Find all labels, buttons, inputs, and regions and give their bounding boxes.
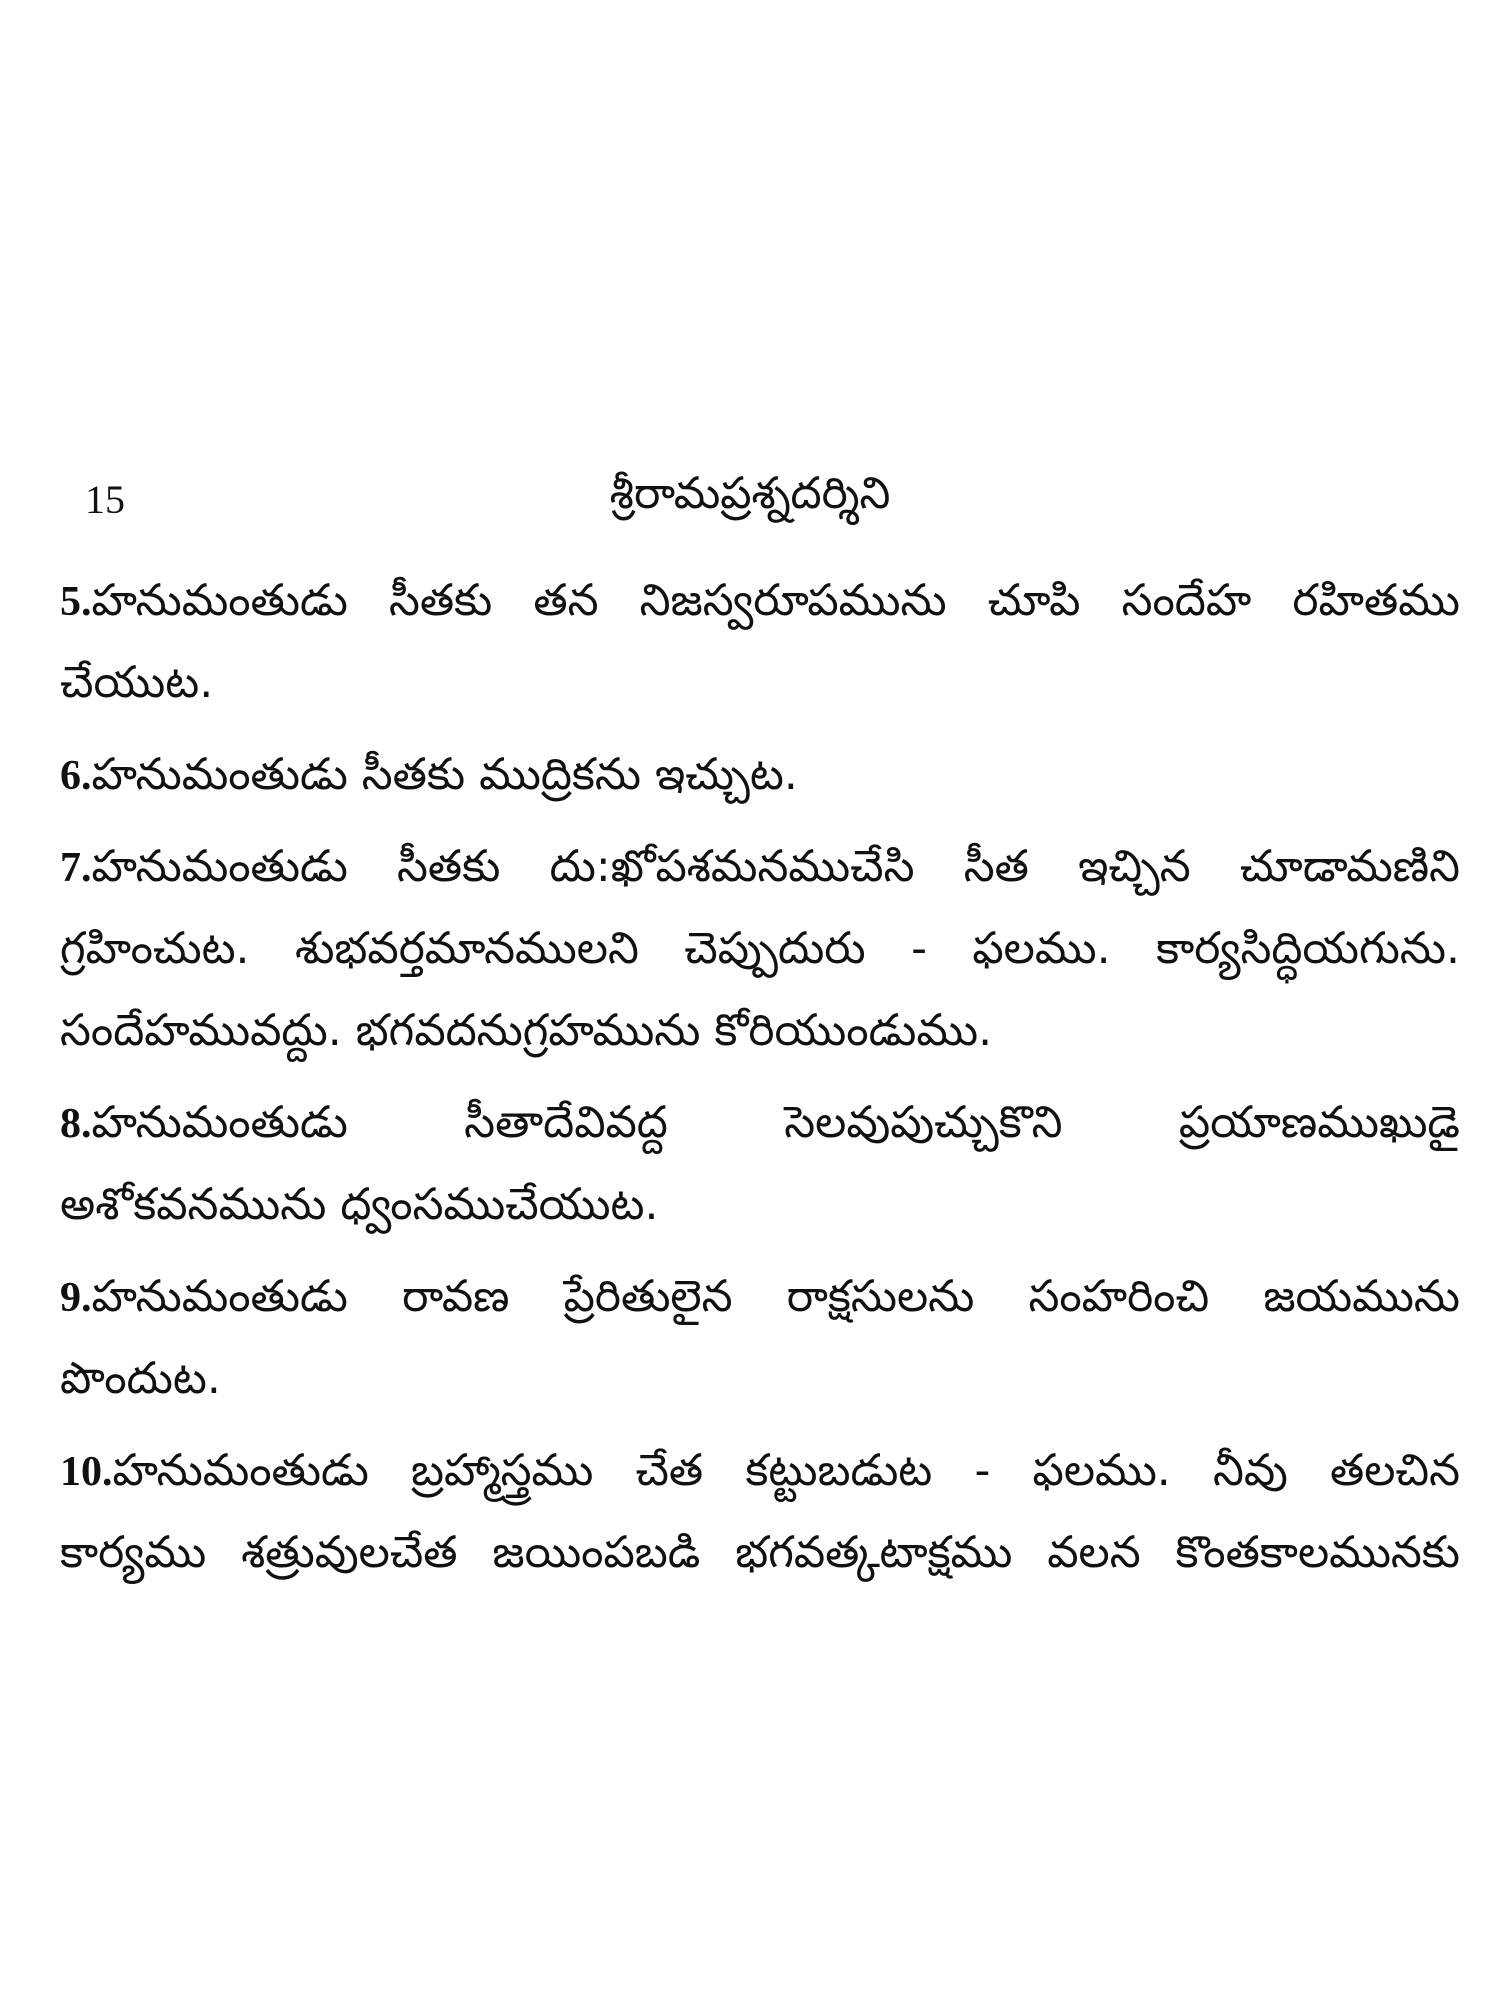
- item-text: హనుమంతుడు సీతకు తన నిజస్వరూపమును చూపి సందేహ రహితము: [91, 575, 1460, 626]
- list-item: [60, 1430, 1460, 1594]
- text-line: [60, 1082, 1460, 1164]
- item-text: హనుమంతుడు సీతాదేవివద్ద సెలవుపుచ్చుకొని ప్రయాణముఖుడై: [91, 1097, 1460, 1148]
- list-item: [60, 1256, 1460, 1420]
- item-number: 7.: [60, 845, 92, 891]
- item-text: హనుమంతుడు రావణ ప్రేరితులైన రాక్షసులను సంహరించి జయమును: [91, 1271, 1460, 1322]
- text-line: [60, 560, 1460, 642]
- page-body: [60, 560, 1460, 1604]
- list-item: [60, 734, 1460, 816]
- text-line: [60, 1430, 1460, 1512]
- item-number: 5.: [60, 579, 92, 625]
- item-number: 6.: [60, 753, 92, 799]
- text-line: చేయుట.: [60, 657, 214, 708]
- text-line: [60, 734, 1460, 816]
- page-title: శ్రీరామప్రశ్నదర్శిని: [609, 468, 891, 519]
- item-text: హనుమంతుడు బ్రహ్మాస్త్రము చేత కట్టుబడుట - ఫలము. నీవు తలచిన: [112, 1445, 1460, 1496]
- item-text: హనుమంతుడు సీతకు దు:ఖోపశమనముచేసి సీత ఇచ్చిన చూడామణిని: [91, 841, 1460, 892]
- text-line: గ్రహించుట. శుభవర్తమానములని చెప్పుదురు - ఫలము. కార్యసిద్ధియగును.: [60, 923, 1460, 974]
- list-item: [60, 560, 1460, 724]
- item-number: 10.: [60, 1449, 113, 1495]
- text-line: అశోకవనమును ధ్వంసముచేయుట.: [60, 1179, 659, 1230]
- text-line: పొందుట.: [60, 1353, 221, 1404]
- item-number: 9.: [60, 1275, 92, 1321]
- page-header: [85, 468, 1415, 538]
- text-line: కార్యము శత్రువులచేత జయింపబడి భగవత్కటాక్షము వలన కొంతకాలమునకు: [60, 1527, 1460, 1578]
- text-line: [60, 1256, 1460, 1338]
- list-item: [60, 1082, 1460, 1246]
- text-line: సందేహమువద్దు. భగవదనుగ్రహమును కోరియుండుము.: [60, 1005, 993, 1056]
- item-text: హనుమంతుడు సీతకు ముద్రికను ఇచ్చుట.: [91, 749, 798, 800]
- list-item: [60, 826, 1460, 1072]
- text-line: [60, 826, 1460, 908]
- item-number: 8.: [60, 1101, 92, 1147]
- page-number: 15: [85, 477, 125, 522]
